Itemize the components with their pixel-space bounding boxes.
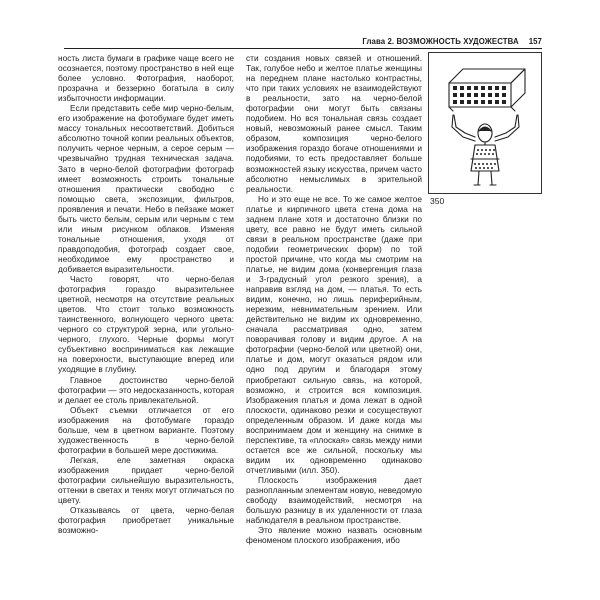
- illustration-figure: [428, 52, 542, 194]
- text-column-left: [58, 53, 234, 593]
- paragraph: Отказываясь от цвета, черно-белая фотография приобретает уникальные возможно-: [58, 505, 234, 536]
- paragraph: сти создания новых связей и отношений. Так, голубое небо и желтое платье женщины на переднем плане настолько контрастны, что при таких условиях не взаимодействуют в реальности, зато на черно-белой фотографии они могут быть связаны подобием. Но вся тональная связь создает новый, невозможный ранее смысл. Таким образом, композиция черно-белого изображения гораздо богаче отношениями и подобиями, то есть предоставляет больше возможностей языку искусства, причем часто абсолютно немыслимых в зрительной реальности.: [246, 53, 422, 194]
- header-rule: [64, 48, 542, 49]
- chapter-title: Глава 2. ВОЗМОЖНОСТЬ ХУДОЖЕСТВА: [362, 36, 519, 46]
- text-column-middle: [246, 53, 422, 593]
- paragraph: Если представить себе мир черно-белым, его изображение на фотобумаге будет иметь массу тональных несоответствий. Добиться абсолютно точной копии реальных объектов, получить черное черным, а серое серым — чрезвычайно трудная техническая задача. Зато в черно-белой фотографии фотограф имеет возможность строить тональные отношения практически свободно с помощью света, экспозиции, фильтров, проявления и печати. Небо в пейзаже может быть чисто белым, серым или черным с тем или иным рисунком облаков. Изменяя тональные отношения, уходя от правдоподобия, фотограф создает свое, необходимое ему пространство и добивается выразительности.: [58, 103, 234, 274]
- paragraph: Это явление можно назвать основным феноменом плоского изображения, ибо: [246, 525, 422, 546]
- paragraph: Часто говорят, что черно-белая фотография гораздо выразительнее цветной, несмотря на отсутствие реальных цветов. Что стоит только возможность таинственного, волнующего черного цвета: черного со структурой зерна, или угольно-черного, глухого. Черные формы могут субъективно восприниматься как лежащие на поверхности, выступающие вперед или уходящие в глубину.: [58, 274, 234, 375]
- paragraph: Главное достоинство черно-белой фотографии — это недосказанность, которая и делает ее столь привлекательной.: [58, 374, 234, 405]
- paragraph: Объект съемки отличается от его изображения на фотобумаге гораздо больше, чем в цветном варианте. Поэтому художественность в черно-белой фотографии в большей мере достижима.: [58, 404, 234, 455]
- house-windows: [453, 86, 506, 104]
- paragraph: Но и это еще не все. То же самое желтое платье и кирпичного цвета стена дома на заднем плане хотя и достаточно близки по цвету, все равно не будут иметь сильной связи в реальном пространстве (даже при подобии геометрических форм) по той простой причине, что когда мы смотрим на платье, не видим дома (конвергенция глаза и 3-градусный угол резкого зрения), а направив взгляд на дом, — платья. То есть видим, конечно, но лишь периферийным, нерезким, невнимательным зрением. Или действительно не видим их одновременно, сначала рассматривая одно, затем поворачивая голову и видим другое. А на фотографии (черно-белой или цветной) они, платье и дом, могут оказаться рядом или одно под другим и благодаря этому приобретают сильную связь, на которой, возможно, и строится вся композиция. Изображения платья и дома лежат в одной плоскости, одинаково резки и сосуществуют определенным образом. И даже когда мы воспринимаем дом и женщину на снимке в перспективе, та «плоская» связь между ними остается все же сильной, поскольку мы видим их одновременно одинаково отчетливыми (илл. 350).: [246, 193, 422, 475]
- page-number: 157: [528, 36, 542, 46]
- paragraph: ность листа бумаги в графике чаще всего не осознается, поэтому пространство в ней еще более условно. Фотография, наоборот, прозрачна и беззеркно богатыла в силу избыточности информации.: [58, 53, 234, 104]
- figure-number: 350: [430, 196, 445, 206]
- paragraph: Плоскость изображения дает разнопланным элементам новую, неведомую свободу взаимодействий, несмотря на большую разницу в их удаленности от глаза наблюдателя в реальном пространстве.: [246, 474, 422, 526]
- child-drawing-illustration: [429, 53, 541, 193]
- paragraph: Легкая, еле заметная окраска изображения придает черно-белой фотографии сильнейшую выразительность, оттенки в светах и тенях могут отличаться по цвету.: [58, 454, 234, 506]
- running-header: [64, 35, 542, 47]
